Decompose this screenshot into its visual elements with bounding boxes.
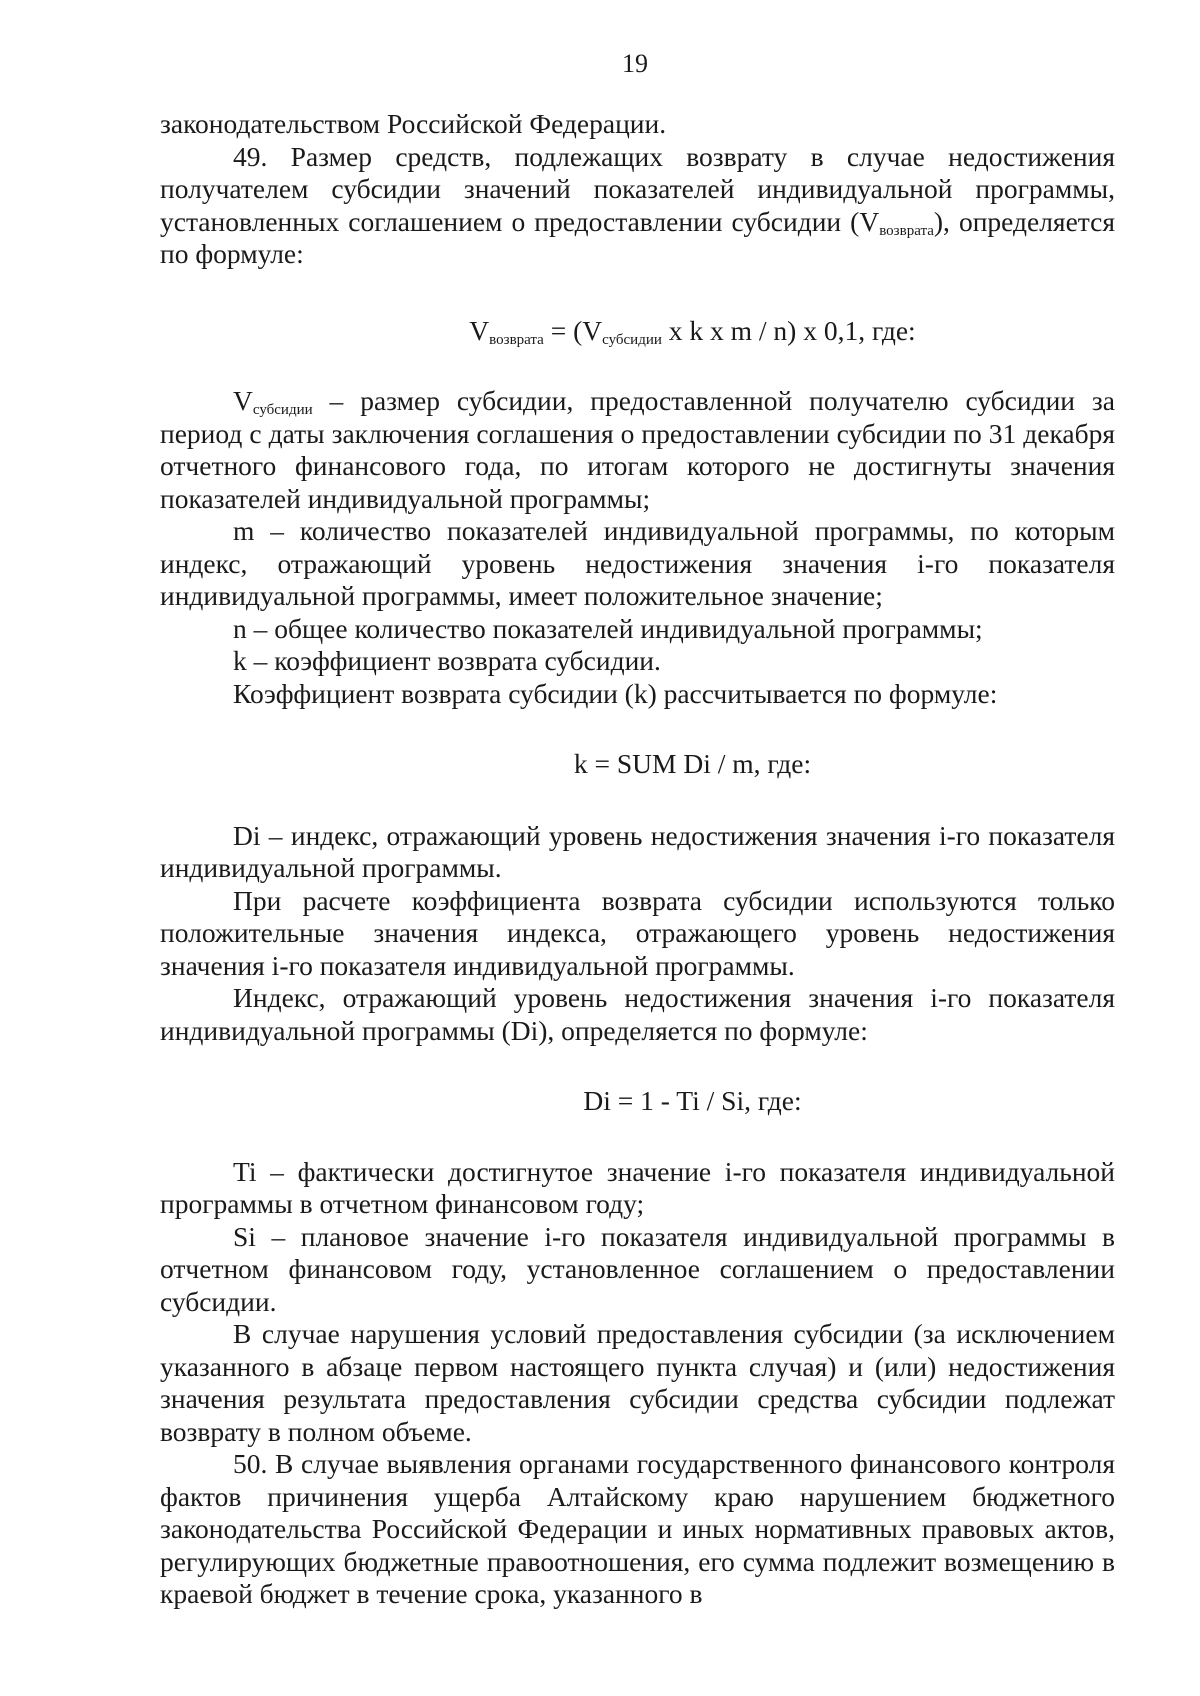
k-formula-intro: Коэффициент возврата субсидии (k) рассчитывается по формуле: — [233, 677, 998, 709]
definition-v-subscript: субсидии — [252, 402, 313, 418]
page-number: 19 — [622, 49, 648, 78]
paragraph-violation: В случае нарушения условий предоставления субсидии (за исключением указанного в абзаце первом настоящего пункта случая) и (или) недостижения значения результата предоставления субсидии средства субсидии подлежат возврату в полном объеме. — [160, 1318, 1115, 1447]
paragraph-50: 50. В случае выявления органами государственного финансового контроля фактов причинения ущерба Алтайскому краю нарушением бюджетного законодательства Российской Федерации и иных нормативных правовых актов, регулирующих бюджетные правоотношения, его сумма подлежит возмещению в краевой бюджет в течение срока, указанного в — [160, 1448, 1115, 1609]
definition-si: Si – плановое значение i-го показателя индивидуальной программы в отчетном финансовом году, установленное соглашением о предоставлении субсидии. — [160, 1220, 1115, 1317]
definition-v-text: – размер субсидии, предоставленной получателю субсидии за период с даты заключения соглашения о предоставлении субсидии по 31 декабря отчетного финансового года, по итогам которого не достигнуты значения показателей индивидуальной программы; — [160, 385, 1115, 514]
document-body — [160, 108, 1115, 1611]
formula-1-mid: = (V — [543, 314, 603, 346]
paragraph-49 — [160, 141, 1115, 271]
paragraph-49-tail: ), определяется по формуле: — [160, 205, 1115, 269]
formula-return-amount — [160, 315, 1115, 348]
definition-n: n – общее количество показателей индивидуальной программы; — [233, 612, 983, 644]
formula-1-tail: x k x m / n) x 0,1, где: — [661, 314, 916, 346]
formula-coefficient: k = SUM Di / m, где: — [573, 748, 812, 779]
definition-m: m – количество показателей индивидуальной программы, по которым индекс, отражающий уровень недостижения значения i-го показателя индивидуальной программы, имеет положительное значение; — [160, 515, 1115, 611]
di-formula-intro: Индекс, отражающий уровень недостижения значения i-го показателя индивидуальной программы (Di), определяется по формуле: — [160, 982, 1115, 1046]
definition-ti: Ti – фактически достигнутое значение i-го показателя индивидуальной программы в отчетном финансовом году; — [160, 1155, 1115, 1219]
definition-di: Di – индекс, отражающий уровень недостижения значения i-го показателя индивидуальной программы. — [160, 819, 1115, 883]
paragraph-49-text: 49. Размер средств, подлежащих возврату в случае недостижения получателем субсидии значений показателей индивидуальной программы, установленных соглашением о предоставлении субсидии (V — [160, 140, 1115, 237]
paragraph-49-subscript: возврата — [879, 222, 934, 239]
definition-v-symbol: V — [233, 385, 253, 416]
formula-1-sub-subsidy: субсидии — [602, 331, 662, 348]
paragraph-continuation: законодательством Российской Федерации. — [160, 108, 667, 139]
definition-k: k – коэффициент возврата субсидии. — [233, 645, 661, 676]
paragraph-positive-values: При расчете коэффициента возврата субсидии используются только положительные значения индекса, отражающего уровень недостижения значения i-го показателя индивидуальной программы. — [160, 884, 1115, 981]
formula-1-sub-return: возврата — [489, 331, 544, 348]
formula-index: Di = 1 - Ti / Si, где: — [583, 1085, 802, 1116]
definition-v-subsidy — [160, 385, 1115, 515]
formula-1-v: V — [469, 314, 490, 346]
